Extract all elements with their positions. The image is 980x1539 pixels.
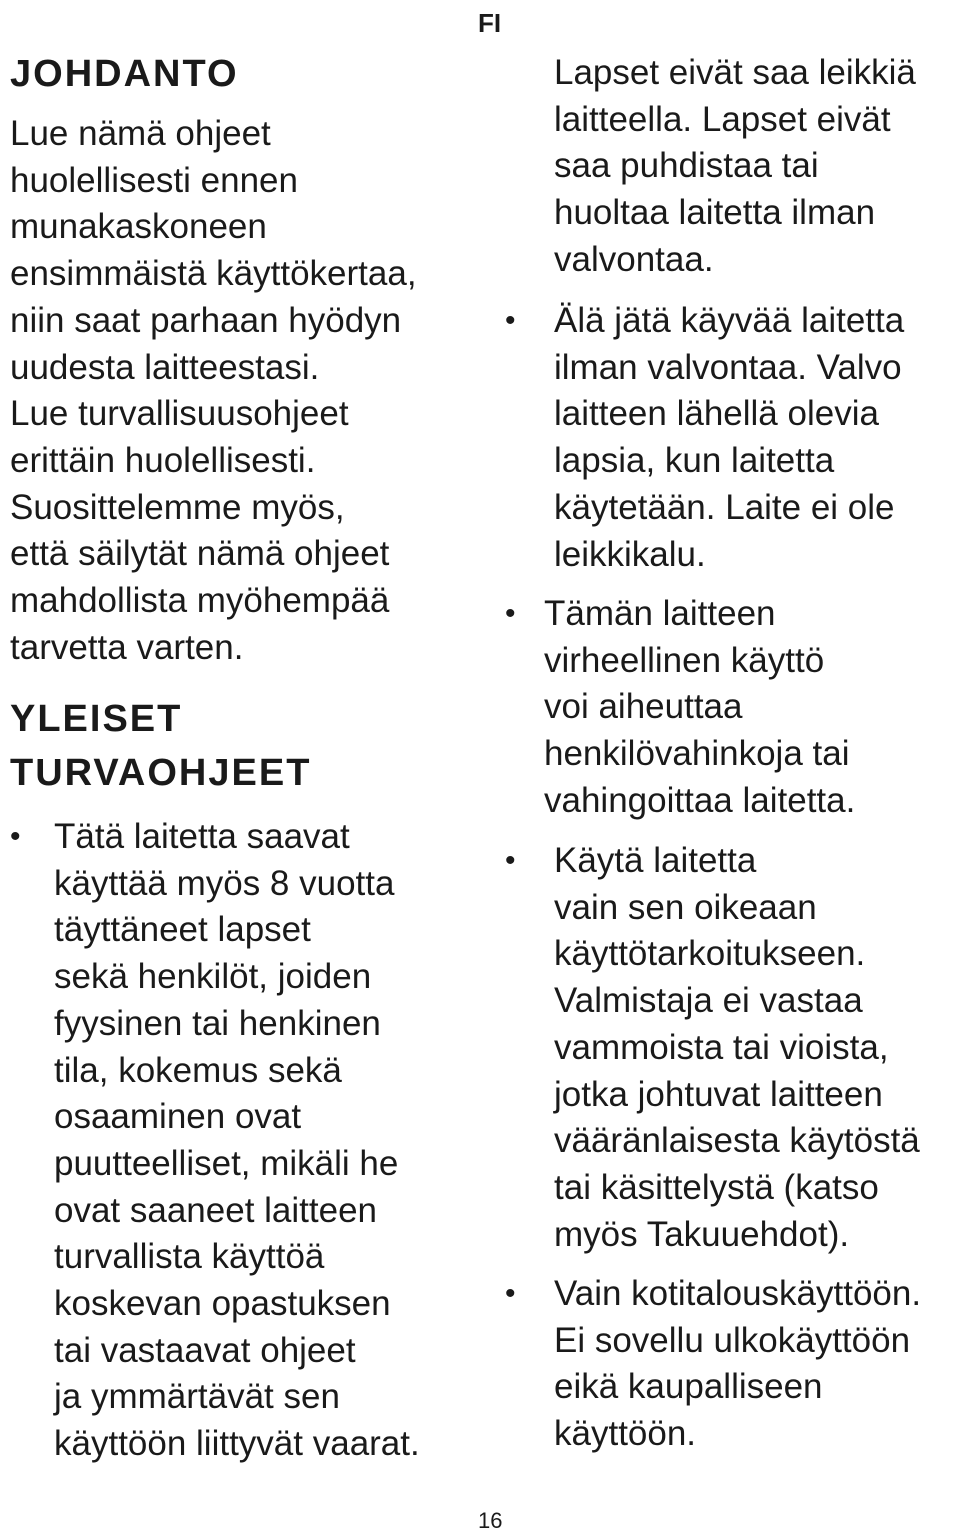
continuation-paragraph: Lapset eivät saa leikkiä laitteella. Lapset eivät saa puhdistaa tai huoltaa laitetta ilman valvontaa. — [554, 53, 916, 279]
bullet-text: Tätä laitetta saavat käyttää myös 8 vuotta täyttäneet lapset sekä henkilöt, joiden fyysinen tai henkinen tila, kokemus sekä osaaminen ovat puutteelliset, mikäli he ovat saaneet laitteen turvallista käyttöä koskevan opastuksen tai vastaavat ohjeet ja ymmärtävät sen käyttöön liittyvät vaarat. — [54, 817, 420, 1464]
bullet-text: Käytä laitetta vain sen oikeaan käyttötarkoitukseen. Valmistaja ei vastaa vammoista tai vioista, jotka johtuvat laitteen vääränlaisesta käytöstä tai käsittelystä (katso myös Takuuehdot). — [554, 841, 920, 1254]
bullet-text: Tämän laitteen virheellinen käyttö voi aiheuttaa henkilövahinkoja tai vahingoittaa laitetta. — [544, 594, 856, 820]
bullet-marker: • — [505, 844, 516, 877]
intro-paragraph: Lue nämä ohjeet huolellisesti ennen munakaskoneen ensimmäistä käyttökertaa, niin saat parhaan hyödyn uudesta laitteestasi. Lue turvallisuusohjeet erittäin huolellisesti. Suosittelemme myös, että säilytät nämä ohjeet mahdollista myöhempää tarvetta varten. — [10, 114, 417, 667]
bullet-marker: • — [10, 820, 21, 853]
bullet-text: Älä jätä käyvää laitetta ilman valvontaa. Valvo laitteen lähellä olevia lapsia, kun laitetta käytetään. Laite ei ole leikkikalu. — [554, 301, 905, 574]
intro-heading: JOHDANTO — [10, 53, 239, 95]
bullet-marker: • — [505, 1277, 516, 1310]
bullet-text: Vain kotitalouskäyttöön. Ei sovellu ulkokäyttöön eikä kaupalliseen käyttöön. — [554, 1274, 922, 1454]
page-number: 16 — [478, 1508, 503, 1533]
bullet-marker: • — [505, 304, 516, 337]
bullet-marker: • — [505, 597, 516, 630]
safety-heading: YLEISET TURVAOHJEET — [10, 698, 312, 794]
language-code: FI — [478, 8, 502, 38]
